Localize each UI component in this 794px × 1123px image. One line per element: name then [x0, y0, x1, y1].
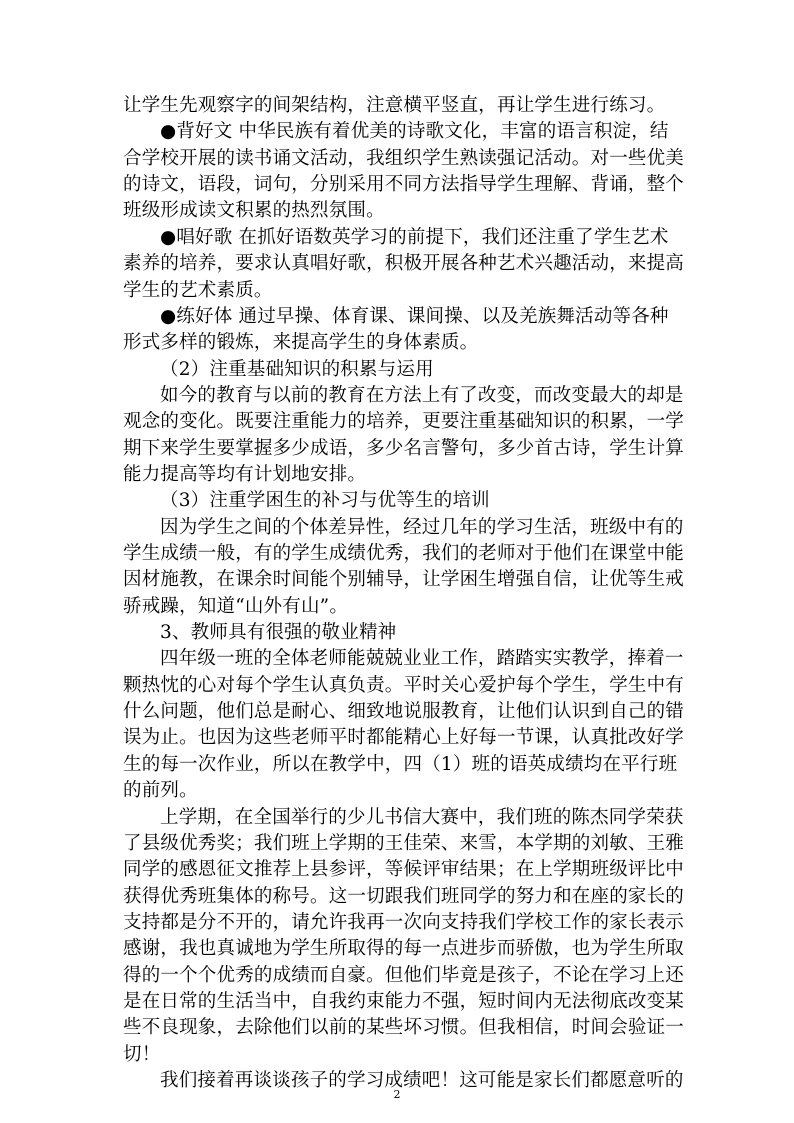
text-line: 切！ — [123, 1043, 161, 1065]
text-line: 获得优秀班集体的称号。这一切跟我们班同学的努力和在座的家长的 — [123, 885, 685, 907]
text-line: 班级形成读文积累的热烈氛围。 — [123, 200, 385, 222]
section-heading: 3、教师具有很强的敬业精神 — [160, 622, 397, 643]
text-line: 骄戒躁，知道“山外有山”。 — [123, 595, 349, 617]
text-line: 因材施教，在课余时间能个别辅导，让学困生增强自信，让优等生戒 — [123, 569, 685, 591]
section-heading: （2）注重基础知识的积累与运用 — [160, 358, 434, 380]
text-line: 的前列。 — [123, 780, 198, 802]
text-line: 如今的教育与以前的教育在方法上有了改变，而改变最大的却是 — [160, 384, 684, 406]
text-line: 支持都是分不开的，请允许我再一次向支持我们学校工作的家长表示 — [123, 911, 685, 933]
text-line: 观念的变化。既要注重能力的培养，更要注重基础知识的积累，一学 — [123, 411, 685, 433]
text-line: 什么问题，他们总是耐心、细致地说服教育，让他们认识到自己的错 — [123, 701, 685, 723]
text-line: 期下来学生要掌握多少成语，多少名言警句，多少首古诗，学生计算 — [123, 437, 685, 459]
text-line: 能力提高等均有计划地安排。 — [123, 463, 367, 485]
text-line: 形式多样的锻炼，来提高学生的身体素质。 — [123, 332, 479, 354]
text-line: 是在日常的生活当中，自我约束能力不强，短时间内无法彻底改变某 — [123, 990, 685, 1012]
text-line: 同学的感恩征文推荐上县参评，等候评审结果；在上学期班级评比中 — [123, 859, 685, 881]
text-line: 学生成绩一般，有的学生成绩优秀，我们的老师对于他们在课堂中能 — [123, 543, 685, 564]
text-line: 我们接着再谈谈孩子的学习成绩吧！这可能是家长们都愿意听的 — [160, 1070, 684, 1091]
text-line: ●背好文 中华民族有着优美的诗歌文化，丰富的语言积淀，结 — [160, 121, 669, 143]
text-line: 感谢，我也真诚地为学生所取得的每一点进步而骄傲，也为学生所取 — [123, 938, 685, 960]
text-line: 四年级一班的全体老师能兢兢业业工作，踏踏实实教学，捧着一 — [160, 648, 684, 670]
text-line: ●练好体 通过早操、体育课、课间操、以及羌族舞活动等各种 — [160, 305, 669, 327]
text-line: 颗热忱的心对每个学生认真负责。平时关心爱护每个学生，学生中有 — [123, 674, 685, 696]
page-number: 2 — [393, 1088, 401, 1101]
text-line: ●唱好歌 在抓好语数英学习的前提下，我们还注重了学生艺术 — [160, 226, 669, 248]
text-line: 让学生先观察字的间架结构，注意横平竖直，再让学生进行练习。 — [123, 95, 666, 116]
section-heading: （3）注重学困生的补习与优等生的培训 — [160, 490, 490, 512]
text-line: 学生的艺术素质。 — [123, 279, 273, 301]
text-line: 的诗文，语段，词句，分别采用不同方法指导学生理解、背诵，整个 — [123, 174, 685, 196]
text-line: 素养的培养，要求认真唱好歌，积极开展各种艺术兴趣活动，来提高 — [123, 253, 685, 275]
text-line: 了县级优秀奖；我们班上学期的王佳荣、来雪，本学期的刘敏、王雅 — [123, 832, 685, 854]
text-line: 上学期，在全国举行的少儿书信大赛中，我们班的陈杰同学荣获 — [160, 806, 684, 828]
text-line: 些不良现象，去除他们以前的某些坏习惯。但我相信，时间会验证一 — [123, 1017, 685, 1039]
text-line: 误为止。也因为这些老师平时都能精心上好每一节课，认真批改好学 — [123, 727, 685, 749]
text-line: 生的每一次作业，所以在教学中，四（1）班的语英成绩均在平行班 — [123, 753, 678, 775]
text-line: 合学校开展的读书诵文活动，我组织学生熟读强记活动。对一些优美 — [123, 147, 685, 169]
text-line: 因为学生之间的个体差异性，经过几年的学习生活，班级中有的 — [160, 516, 684, 538]
text-line: 得的一个个优秀的成绩而自豪。但他们毕竟是孩子，不论在学习上还 — [123, 964, 685, 986]
